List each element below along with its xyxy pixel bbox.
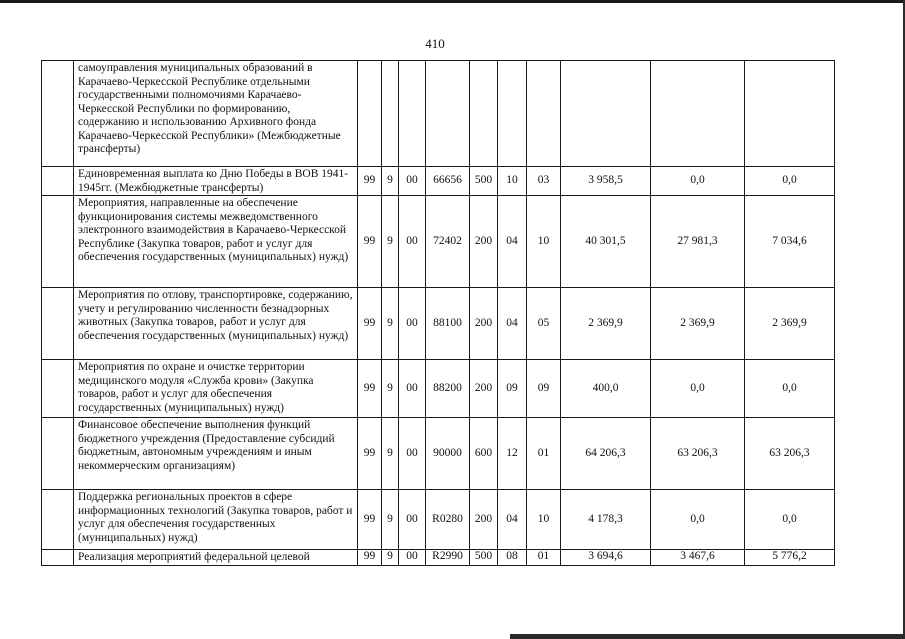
budget-table xyxy=(41,60,835,566)
event-code-cell: 00 xyxy=(399,167,426,196)
table-row xyxy=(42,550,835,566)
table-row xyxy=(42,61,835,167)
amount-year-3-cell: 63 206,3 xyxy=(745,418,835,490)
budget-table-body xyxy=(42,61,835,566)
amount-year-2-cell: 63 206,3 xyxy=(651,418,745,490)
amount-year-2-cell: 0,0 xyxy=(651,490,745,550)
table-row xyxy=(42,196,835,288)
amount-year-3-cell: 5 776,2 xyxy=(745,550,835,566)
direction-code-cell: R2990 xyxy=(426,550,470,566)
amount-year-2-cell: 27 981,3 xyxy=(651,196,745,288)
expense-type-cell: 600 xyxy=(470,418,498,490)
subsection-cell: 01 xyxy=(527,550,561,566)
amount-year-2-cell xyxy=(651,61,745,167)
page-number: 410 xyxy=(425,36,445,51)
expense-type-cell: 500 xyxy=(470,167,498,196)
subprogram-code-cell: 9 xyxy=(382,288,399,360)
program-code-cell: 99 xyxy=(358,196,382,288)
expense-type-cell: 200 xyxy=(470,288,498,360)
description-cell: Мероприятия, направленные на обеспечение функционирования системы межведомственного электронного взаимодействия в Карачаево-Черкесской Республике (Закупка товаров, работ и услуг для обеспечения государственных (муниципальных) нужд) xyxy=(74,196,358,288)
event-code-cell: 00 xyxy=(399,196,426,288)
amount-year-3-cell: 0,0 xyxy=(745,490,835,550)
row-number-cell xyxy=(42,196,74,288)
amount-year-2-cell: 2 369,9 xyxy=(651,288,745,360)
section-cell xyxy=(498,61,527,167)
subsection-cell xyxy=(527,61,561,167)
subprogram-code-cell: 9 xyxy=(382,196,399,288)
scan-top-edge xyxy=(0,0,905,3)
description-cell: Поддержка региональных проектов в сфере информационных технологий (Закупка товаров, работ и услуг для обеспечения государственных (муниципальных) нужд) xyxy=(74,490,358,550)
amount-year-2-cell: 0,0 xyxy=(651,167,745,196)
program-code-cell: 99 xyxy=(358,490,382,550)
direction-code-cell: 88100 xyxy=(426,288,470,360)
subsection-cell: 03 xyxy=(527,167,561,196)
description-cell: Единовременная выплата ко Дню Победы в ВОВ 1941-1945гг. (Межбюджетные трансферты) xyxy=(74,167,358,196)
subsection-cell: 10 xyxy=(527,490,561,550)
direction-code-cell: 88200 xyxy=(426,360,470,418)
description-cell: Реализация мероприятий федеральной целевой xyxy=(74,550,358,566)
program-code-cell: 99 xyxy=(358,288,382,360)
event-code-cell: 00 xyxy=(399,490,426,550)
subprogram-code-cell: 9 xyxy=(382,418,399,490)
subprogram-code-cell: 9 xyxy=(382,360,399,418)
subsection-cell: 10 xyxy=(527,196,561,288)
direction-code-cell: 90000 xyxy=(426,418,470,490)
table-row xyxy=(42,490,835,550)
program-code-cell: 99 xyxy=(358,167,382,196)
expense-type-cell: 500 xyxy=(470,550,498,566)
section-cell: 08 xyxy=(498,550,527,566)
amount-year-1-cell: 2 369,9 xyxy=(561,288,651,360)
amount-year-1-cell: 400,0 xyxy=(561,360,651,418)
subprogram-code-cell xyxy=(382,61,399,167)
direction-code-cell xyxy=(426,61,470,167)
subsection-cell: 09 xyxy=(527,360,561,418)
section-cell: 12 xyxy=(498,418,527,490)
description-cell: самоуправления муниципальных образований в Карачаево-Черкесской Республике отдельными государственными полномочиями Карачаево-Черкесской Республики по формированию, содержанию и использованию Архивного фонда Карачаево-Черкесской Республики» (Межбюджетные трансферты) xyxy=(74,61,358,167)
row-number-cell xyxy=(42,288,74,360)
row-number-cell xyxy=(42,418,74,490)
direction-code-cell: R0280 xyxy=(426,490,470,550)
table-row xyxy=(42,418,835,490)
description-cell: Мероприятия по отлову, транспортировке, содержанию, учету и регулированию численности безнадзорных животных (Закупка товаров, работ и услуг для обеспечения государственных (муниципальных) нужд) xyxy=(74,288,358,360)
amount-year-3-cell xyxy=(745,61,835,167)
event-code-cell: 00 xyxy=(399,288,426,360)
section-cell: 10 xyxy=(498,167,527,196)
program-code-cell: 99 xyxy=(358,550,382,566)
amount-year-1-cell: 3 694,6 xyxy=(561,550,651,566)
direction-code-cell: 66656 xyxy=(426,167,470,196)
amount-year-1-cell xyxy=(561,61,651,167)
amount-year-3-cell: 7 034,6 xyxy=(745,196,835,288)
section-cell: 04 xyxy=(498,196,527,288)
subprogram-code-cell: 9 xyxy=(382,167,399,196)
section-cell: 04 xyxy=(498,490,527,550)
amount-year-1-cell: 40 301,5 xyxy=(561,196,651,288)
program-code-cell: 99 xyxy=(358,418,382,490)
amount-year-2-cell: 0,0 xyxy=(651,360,745,418)
expense-type-cell: 200 xyxy=(470,360,498,418)
subprogram-code-cell: 9 xyxy=(382,550,399,566)
amount-year-1-cell: 64 206,3 xyxy=(561,418,651,490)
subsection-cell: 01 xyxy=(527,418,561,490)
row-number-cell xyxy=(42,61,74,167)
description-cell: Мероприятия по охране и очистке территории медицинского модуля «Служба крови» (Закупка товаров, работ и услуг для обеспечения государственных (муниципальных) нужд) xyxy=(74,360,358,418)
amount-year-1-cell: 4 178,3 xyxy=(561,490,651,550)
amount-year-3-cell: 2 369,9 xyxy=(745,288,835,360)
section-cell: 09 xyxy=(498,360,527,418)
amount-year-3-cell: 0,0 xyxy=(745,167,835,196)
event-code-cell xyxy=(399,61,426,167)
amount-year-3-cell: 0,0 xyxy=(745,360,835,418)
table-row xyxy=(42,360,835,418)
section-cell: 04 xyxy=(498,288,527,360)
event-code-cell: 00 xyxy=(399,418,426,490)
scan-bottom-edge xyxy=(510,634,905,639)
expense-type-cell: 200 xyxy=(470,490,498,550)
description-cell: Финансовое обеспечение выполнения функций бюджетного учреждения (Предоставление субсидий бюджетным, автономным учреждениям и иным некоммерческим организациям) xyxy=(74,418,358,490)
event-code-cell: 00 xyxy=(399,360,426,418)
expense-type-cell xyxy=(470,61,498,167)
row-number-cell xyxy=(42,490,74,550)
row-number-cell xyxy=(42,360,74,418)
direction-code-cell: 72402 xyxy=(426,196,470,288)
row-number-cell xyxy=(42,167,74,196)
subprogram-code-cell: 9 xyxy=(382,490,399,550)
event-code-cell: 00 xyxy=(399,550,426,566)
expense-type-cell: 200 xyxy=(470,196,498,288)
table-row xyxy=(42,288,835,360)
table-row xyxy=(42,167,835,196)
amount-year-2-cell: 3 467,6 xyxy=(651,550,745,566)
subsection-cell: 05 xyxy=(527,288,561,360)
program-code-cell: 99 xyxy=(358,360,382,418)
amount-year-1-cell: 3 958,5 xyxy=(561,167,651,196)
program-code-cell xyxy=(358,61,382,167)
row-number-cell xyxy=(42,550,74,566)
